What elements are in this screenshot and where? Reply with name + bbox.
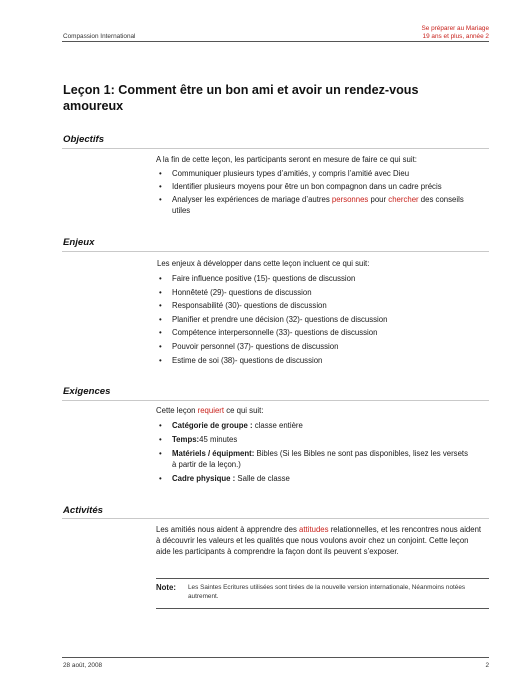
bullet-icon: •: [159, 182, 162, 191]
list-item: • Compétence interpersonnelle (33)- questions de discussion: [159, 328, 378, 338]
bullet-icon: •: [159, 474, 162, 483]
list-item: • Estime de soi (38)- questions de discussion: [159, 355, 323, 365]
bullet-icon: •: [159, 169, 162, 178]
footer-page-number: 2: [485, 662, 489, 669]
list-item: • Cadre physique : Salle de classe: [159, 474, 290, 483]
activites-body: [156, 524, 482, 557]
enjeux-list: [156, 273, 475, 366]
bullet-icon: •: [159, 421, 162, 430]
bullet-icon: •: [159, 314, 162, 324]
header-series-subtitle: 19 ans et plus, année 2: [422, 33, 489, 40]
section-rule-activites: [62, 518, 489, 519]
note-box: [156, 578, 489, 609]
list-item: • Responsabilité (30)- questions de discussion: [159, 301, 327, 311]
list-item: • Catégorie de groupe : classe entière: [159, 421, 303, 430]
list-item: • Identifier plusieurs moyens pour être un bon compagnon dans un cadre précis: [159, 182, 442, 191]
header-series: [422, 25, 490, 41]
bullet-icon: •: [159, 328, 162, 338]
section-heading-exigences: Exigences: [63, 386, 111, 397]
bullet-icon: •: [159, 195, 162, 204]
lesson-title: Leçon 1: Comment être un bon ami et avoir un rendez-vous amoureux: [63, 83, 419, 113]
footer-date: 28 août, 2008: [63, 662, 103, 669]
bullet-icon: •: [159, 355, 162, 365]
bullet-icon: •: [159, 301, 162, 311]
objectifs-list: [156, 168, 474, 216]
header-series-title: Se préparer au Mariage: [421, 25, 489, 32]
list-item: • Pouvoir personnel (37)- questions de discussion: [159, 341, 339, 351]
list-item: • Communiquer plusieurs types d’amitiés, y compris l’amitié avec Dieu: [159, 169, 410, 178]
enjeux-intro: Les enjeux à développer dans cette leçon incluent ce qui suit:: [157, 259, 370, 268]
list-item: • Faire influence positive (15)- questions de discussion: [159, 274, 356, 283]
section-heading-activites: Activités: [63, 505, 103, 516]
exigences-body: [156, 405, 474, 484]
list-item: • Matériels / équipment: Bibles (Si les Bibles ne sont pas disponibles, lisez les versets à partir de la leçon.): [159, 449, 468, 469]
footer-rule: [62, 657, 489, 658]
objectifs-body: [156, 154, 474, 216]
header-rule: [62, 41, 489, 42]
section-heading-objectifs: Objectifs: [63, 134, 105, 145]
header-organization: Compassion International: [63, 33, 136, 40]
exigences-list: [156, 420, 474, 484]
bullet-icon: •: [159, 449, 162, 458]
objectifs-intro: A la fin de cette leçon, les participants seront en mesure de faire ce qui suit:: [156, 155, 417, 164]
section-rule-enjeux: [62, 251, 489, 252]
note-text: Les Saintes Ecritures utilisées sont tirées de la nouvelle version internationale, Néanmoins notées autrement.: [188, 584, 466, 600]
list-item: • Planifier et prendre une décision (32)- questions de discussion: [159, 314, 388, 324]
bullet-icon: •: [159, 287, 162, 297]
bullet-icon: •: [159, 341, 162, 351]
activites-paragraph: Les amitiés nous aident à apprendre des attitudes relationnelles, et les rencontres nous aident à découvrir les valeurs et les qualités que nous voulons avoir chez un conjoint. Cette leçon aide les participants à comprendre la façon dont ils peuvent s’exposer.: [156, 525, 482, 556]
section-rule-objectifs: [62, 148, 489, 149]
bullet-icon: •: [159, 274, 162, 283]
note-label: Note:: [156, 583, 176, 592]
section-heading-enjeux: Enjeux: [63, 237, 95, 248]
list-item: • Temps:45 minutes: [159, 435, 238, 444]
exigences-intro: Cette leçon requiert ce qui suit:: [156, 406, 264, 415]
list-item: • Honnêteté (29)- questions de discussion: [159, 287, 312, 297]
section-rule-exigences: [62, 400, 489, 401]
enjeux-body: [157, 258, 475, 366]
list-item: • Analyser les expériences de mariage d’autres personnes pour chercher des conseils utiles: [159, 195, 464, 215]
bullet-icon: •: [159, 435, 162, 444]
